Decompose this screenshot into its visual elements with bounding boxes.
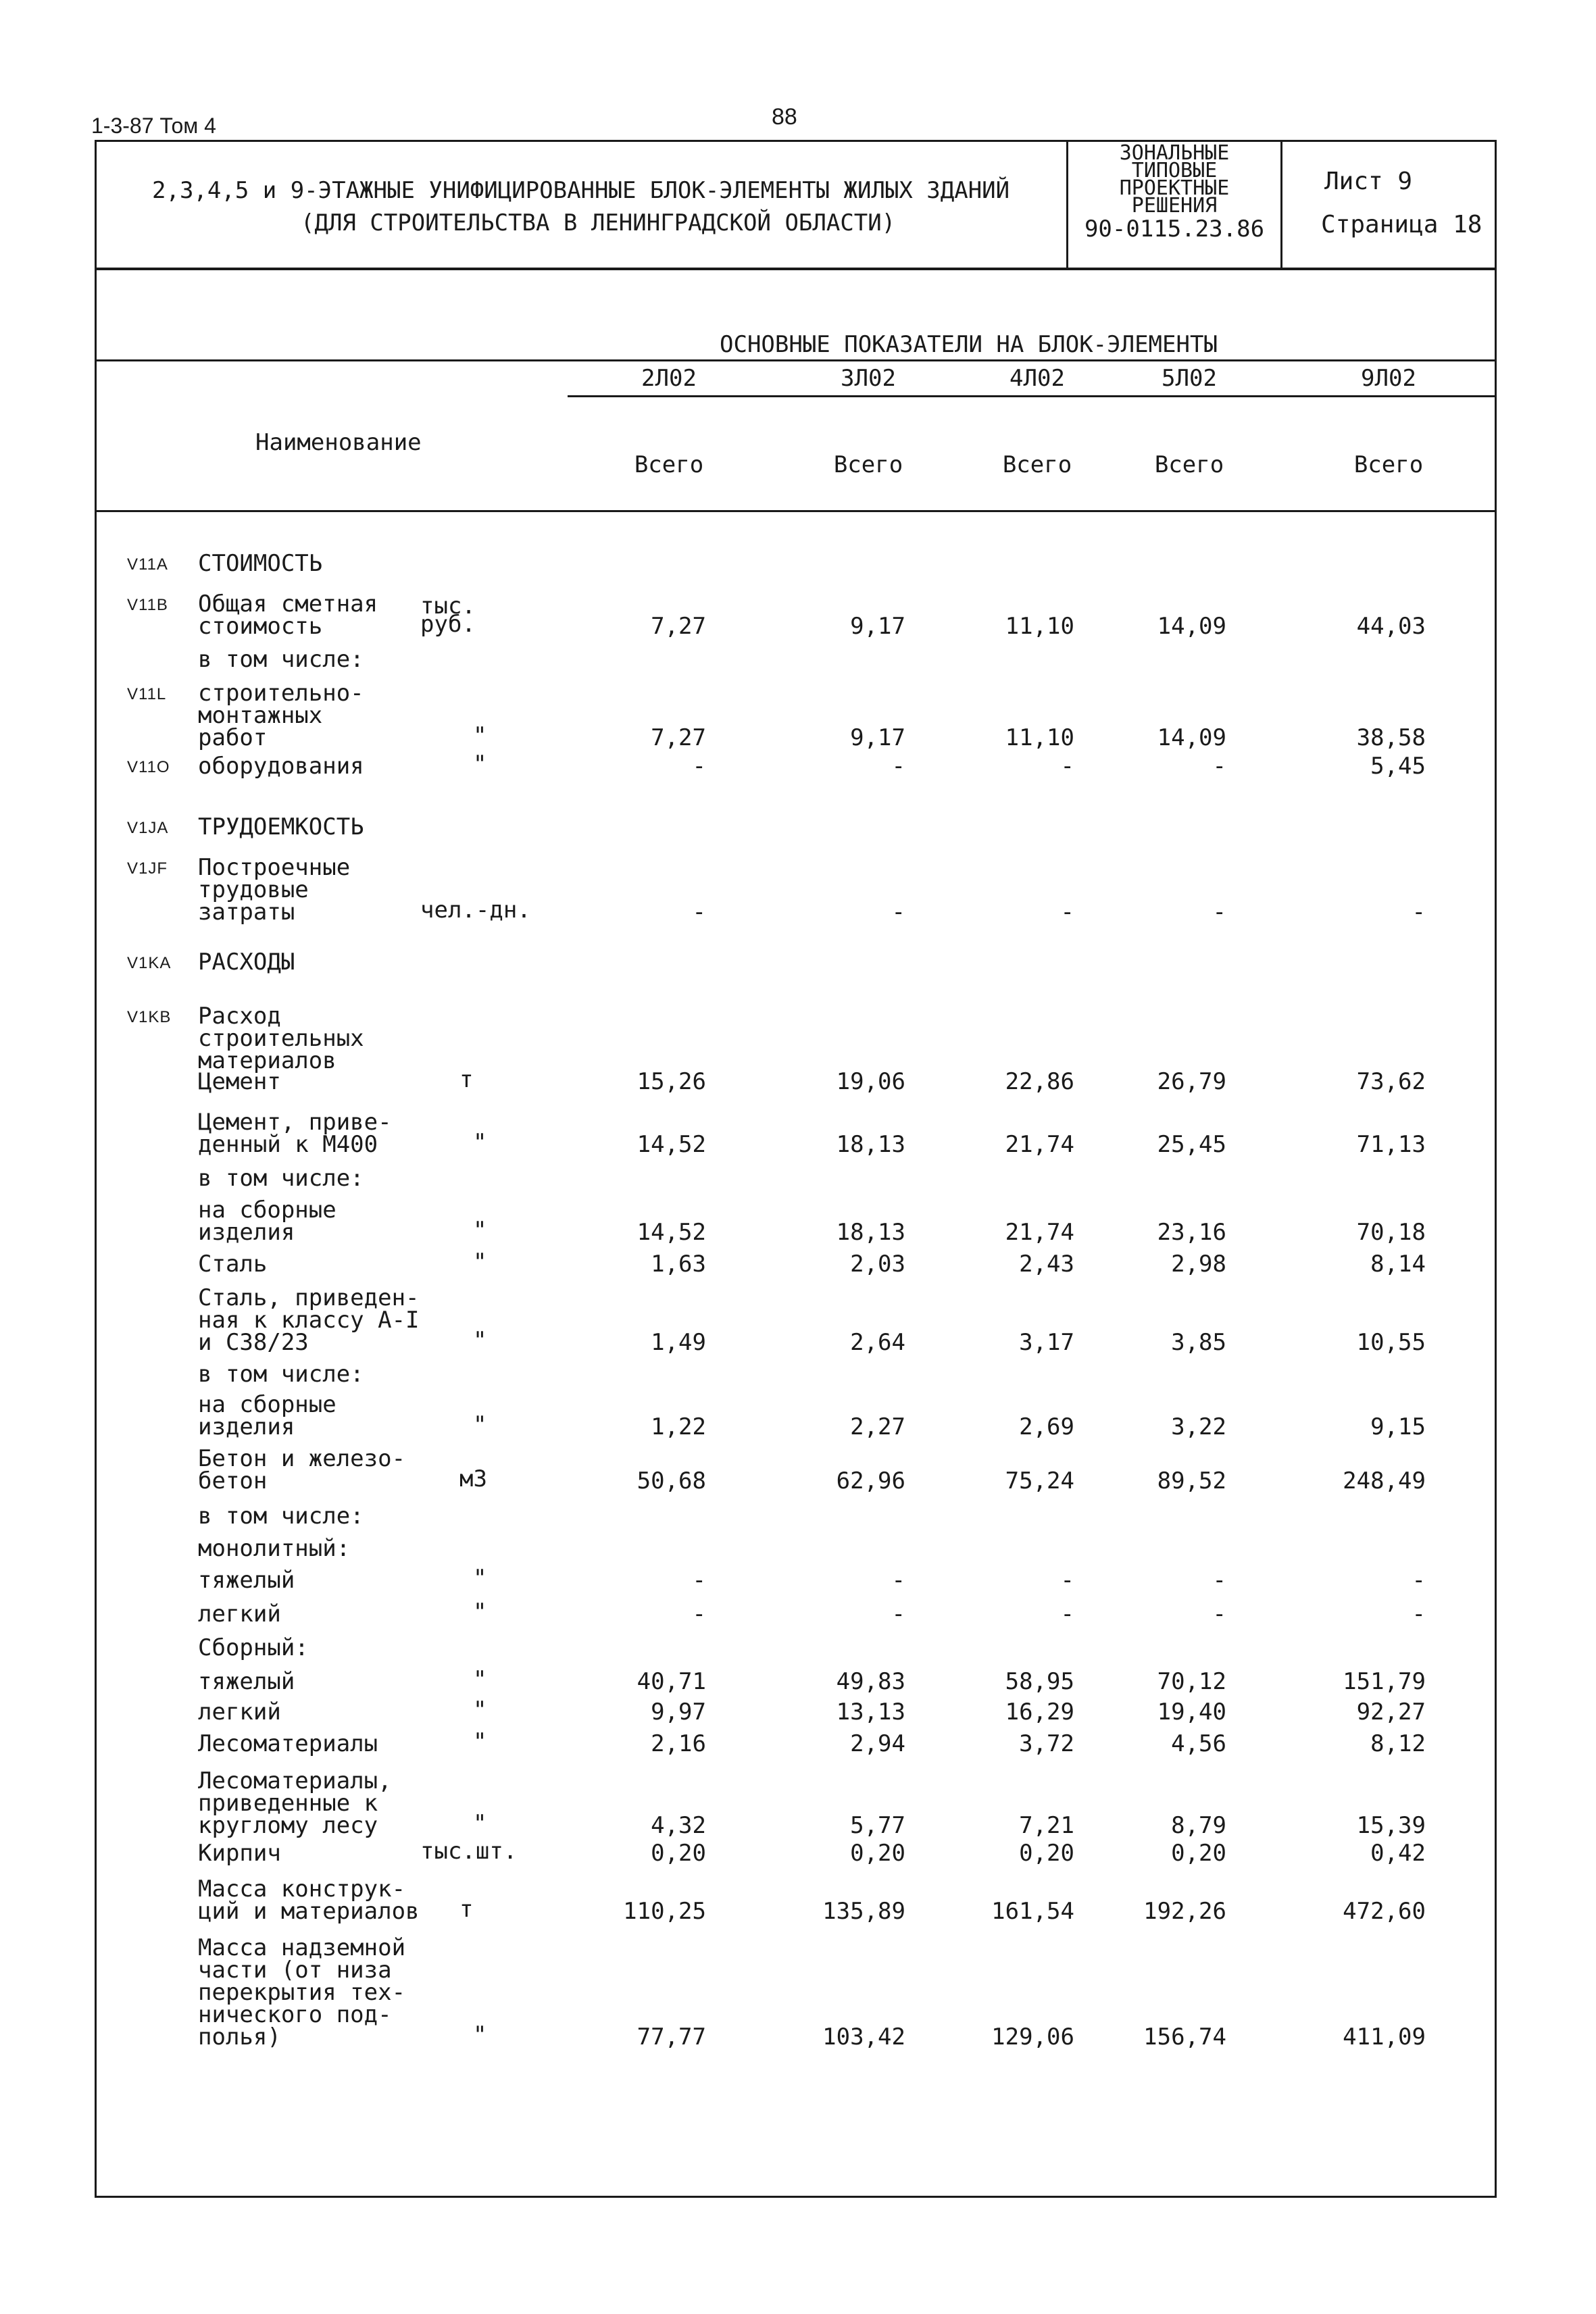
row-value: 19,40 (1157, 1699, 1226, 1726)
row-value: - (1212, 899, 1226, 926)
row-value: 7,21 (1019, 1812, 1074, 1839)
row-name: Масса надземной части (от низа перекрытия тех- нического под- полья) (198, 1934, 406, 2051)
row-value: 2,94 (850, 1730, 905, 1757)
row-value: 38,58 (1356, 724, 1426, 751)
row-value: 0,42 (1370, 1840, 1426, 1867)
row-value: 7,27 (651, 724, 706, 751)
row-name: легкий (198, 1699, 281, 1726)
row-value: 14,52 (637, 1131, 706, 1158)
row-value: 3,85 (1171, 1329, 1226, 1356)
row-unit: т (459, 1896, 474, 1923)
stamp-line: ПРОЕКТНЫЕ (1119, 176, 1230, 200)
row-value: 89,52 (1157, 1467, 1226, 1494)
row-unit: " (473, 1810, 487, 1837)
row-value: 44,03 (1356, 613, 1426, 640)
row-value: - (1060, 1601, 1074, 1628)
row-value: 40,71 (637, 1668, 706, 1695)
row-value: - (1412, 1567, 1426, 1594)
row-value: 192,26 (1143, 1898, 1226, 1925)
row-value: 71,13 (1356, 1131, 1426, 1158)
stamp-line: РЕШЕНИЯ (1131, 194, 1218, 218)
row-unit: м3 (459, 1465, 487, 1492)
row-value: - (1060, 899, 1074, 926)
row-value: 2,03 (850, 1251, 905, 1278)
title-block (95, 140, 1497, 270)
row-unit: " (473, 1129, 487, 1156)
row-value: 22,86 (1005, 1068, 1074, 1095)
row-value: 8,14 (1370, 1251, 1426, 1278)
row-name: в том числе: (198, 1165, 364, 1192)
row-code: V11A (127, 555, 168, 574)
row-value: 2,27 (850, 1413, 905, 1440)
row-value: - (1412, 899, 1426, 926)
row-unit: " (473, 1327, 487, 1354)
title-divider-1 (1066, 140, 1068, 270)
row-value: 1,63 (651, 1251, 706, 1278)
sheet-label: Лист 9 (1324, 168, 1413, 195)
row-value: 0,20 (1019, 1840, 1074, 1867)
row-unit: " (473, 1728, 487, 1755)
column-header: 2Л02 (641, 365, 697, 392)
row-value: 0,20 (850, 1840, 905, 1867)
row-value: - (692, 753, 706, 780)
row-unit: " (473, 1217, 487, 1244)
row-code: V1KA (127, 954, 172, 972)
row-name: Лесоматериалы, приведенные к круглому лесу (198, 1767, 392, 1839)
row-value: - (1060, 1567, 1074, 1594)
row-name: Расход строительных материалов (198, 1003, 364, 1074)
row-value: 156,74 (1143, 2023, 1226, 2051)
row-value: 9,97 (651, 1699, 706, 1726)
row-value: 16,29 (1005, 1699, 1074, 1726)
header-line-columns (568, 395, 1497, 397)
row-value: 9,17 (850, 724, 905, 751)
header-line-top (95, 359, 1497, 361)
row-name: Масса конструк- ций и материалов (198, 1876, 420, 1925)
row-value: 11,10 (1005, 724, 1074, 751)
row-value: - (1412, 1601, 1426, 1628)
row-value: 1,22 (651, 1413, 706, 1440)
row-unit: " (473, 2021, 487, 2048)
row-value: 70,18 (1356, 1219, 1426, 1246)
row-value: - (891, 1601, 905, 1628)
row-value: 18,13 (836, 1219, 905, 1246)
row-value: 4,56 (1171, 1730, 1226, 1757)
row-value: 13,13 (836, 1699, 905, 1726)
row-name: строительно- монтажных работ (198, 680, 364, 751)
row-code: V11L (127, 685, 167, 703)
row-value: 21,74 (1005, 1131, 1074, 1158)
row-value: 2,64 (850, 1329, 905, 1356)
series-label: 1-3-87 Том 4 (91, 114, 216, 138)
row-name: тяжелый (198, 1668, 295, 1695)
row-value: 411,09 (1343, 2023, 1426, 2051)
row-value: 0,20 (651, 1840, 706, 1867)
row-value: - (1212, 1601, 1226, 1628)
row-value: 3,72 (1019, 1730, 1074, 1757)
row-unit: тыс. руб. (420, 593, 476, 638)
row-value: 23,16 (1157, 1219, 1226, 1246)
row-value: 472,60 (1343, 1898, 1426, 1925)
row-value: 58,95 (1005, 1668, 1074, 1695)
row-value: 14,52 (637, 1219, 706, 1246)
row-name: Построечные трудовые затраты (198, 854, 351, 926)
row-code: V11B (127, 596, 168, 614)
row-unit: " (473, 722, 487, 749)
row-unit: т (459, 1066, 474, 1093)
row-name: на сборные изделия (198, 1391, 336, 1440)
row-value: 26,79 (1157, 1068, 1226, 1095)
row-name: легкий (198, 1601, 281, 1628)
row-value: 248,49 (1343, 1467, 1426, 1494)
page-label: Страница 18 (1321, 211, 1482, 238)
row-value: - (1212, 1567, 1226, 1594)
row-unit: " (473, 751, 487, 778)
row-value: 151,79 (1343, 1668, 1426, 1695)
row-name: Общая сметная стоимость (198, 590, 378, 640)
row-value: 3,17 (1019, 1329, 1074, 1356)
row-code: V11O (127, 758, 170, 776)
row-value: 70,12 (1157, 1668, 1226, 1695)
row-unit: " (473, 1666, 487, 1693)
column-subheader: Всего (1154, 451, 1224, 478)
row-unit: тыс.шт. (420, 1838, 518, 1865)
row-name: СТОИМОСТЬ (198, 550, 323, 577)
row-value: 15,39 (1356, 1812, 1426, 1839)
row-value: 25,45 (1157, 1131, 1226, 1158)
row-name: оборудования (198, 753, 364, 780)
row-value: 14,09 (1157, 724, 1226, 751)
row-value: 21,74 (1005, 1219, 1074, 1246)
row-value: 0,20 (1171, 1840, 1226, 1867)
row-value: 10,55 (1356, 1329, 1426, 1356)
row-unit: " (473, 1565, 487, 1592)
name-column-header: Наименование (255, 429, 422, 456)
column-header: 4Л02 (1009, 365, 1065, 392)
header-line-bottom (95, 510, 1497, 512)
row-value: - (891, 1567, 905, 1594)
row-value: 8,79 (1171, 1812, 1226, 1839)
stamp-line: ТИПОВЫЕ (1131, 159, 1218, 182)
group-header: ОСНОВНЫЕ ПОКАЗАТЕЛИ НА БЛОК-ЭЛЕМЕНТЫ (720, 331, 1218, 358)
row-value: 8,12 (1370, 1730, 1426, 1757)
row-value: 62,96 (836, 1467, 905, 1494)
row-name: Сборный: (198, 1634, 309, 1661)
title-divider-2 (1280, 140, 1282, 270)
row-value: 135,89 (822, 1898, 905, 1925)
row-unit: " (473, 1249, 487, 1276)
row-value: - (692, 899, 706, 926)
stamp-code: 90-0115.23.86 (1084, 216, 1265, 243)
row-value: - (692, 1567, 706, 1594)
row-name: монолитный: (198, 1535, 351, 1562)
row-unit: " (473, 1599, 487, 1626)
stamp-line: ЗОНАЛЬНЫЕ (1119, 141, 1230, 165)
row-value: 50,68 (637, 1467, 706, 1494)
row-name: в том числе: (198, 646, 364, 673)
row-value: 15,26 (637, 1068, 706, 1095)
row-value: 2,98 (1171, 1251, 1226, 1278)
row-name: в том числе: (198, 1361, 364, 1388)
row-name: Лесоматериалы (198, 1730, 378, 1757)
row-value: 1,49 (651, 1329, 706, 1356)
row-name: Сталь, приведен- ная к классу А-I и С38/23 (198, 1284, 420, 1356)
row-value: 7,27 (651, 613, 706, 640)
row-value: - (891, 899, 905, 926)
row-name: тяжелый (198, 1567, 295, 1594)
row-value: 73,62 (1356, 1068, 1426, 1095)
row-value: 92,27 (1356, 1699, 1426, 1726)
column-subheader: Всего (1353, 451, 1424, 478)
row-value: 49,83 (836, 1668, 905, 1695)
row-value: 2,16 (651, 1730, 706, 1757)
row-unit: " (473, 1411, 487, 1438)
row-unit: " (473, 1696, 487, 1724)
row-name: РАСХОДЫ (198, 949, 295, 976)
row-value: 129,06 (991, 2023, 1074, 2051)
row-value: - (1212, 753, 1226, 780)
document-title-line1: 2,3,4,5 и 9-ЭТАЖНЫЕ УНИФИЦИРОВАННЫЕ БЛОК-ЭЛЕМЕНТЫ ЖИЛЫХ ЗДАНИЙ (152, 177, 1010, 204)
row-code: V1KB (127, 1008, 172, 1026)
row-value: 5,45 (1370, 753, 1426, 780)
row-value: 110,25 (623, 1898, 706, 1925)
row-value: - (891, 753, 905, 780)
row-code: V1JA (127, 819, 169, 837)
column-header: 9Л02 (1361, 365, 1416, 392)
row-value: 3,22 (1171, 1413, 1226, 1440)
row-value: 14,09 (1157, 613, 1226, 640)
column-subheader: Всего (833, 451, 903, 478)
row-name: Цемент, приве- денный к М400 (198, 1109, 392, 1158)
row-name: Цемент (198, 1068, 281, 1095)
row-value: 9,17 (850, 613, 905, 640)
row-value: 9,15 (1370, 1413, 1426, 1440)
row-unit: чел.-дн. (420, 897, 531, 924)
row-value: 11,10 (1005, 613, 1074, 640)
column-header: 3Л02 (841, 365, 896, 392)
row-value: 5,77 (850, 1812, 905, 1839)
row-name: Сталь (198, 1251, 268, 1278)
row-value: 4,32 (651, 1812, 706, 1839)
row-value: - (692, 1601, 706, 1628)
row-value: 103,42 (822, 2023, 905, 2051)
row-name: ТРУДОЕМКОСТЬ (198, 813, 364, 840)
row-name: Бетон и железо- бетон (198, 1445, 406, 1494)
row-value: 161,54 (991, 1898, 1074, 1925)
row-value: 75,24 (1005, 1467, 1074, 1494)
row-value: 77,77 (637, 2023, 706, 2051)
column-subheader: Всего (1002, 451, 1072, 478)
page-number: 88 (772, 104, 797, 130)
column-header: 5Л02 (1162, 365, 1217, 392)
row-value: 19,06 (836, 1068, 905, 1095)
row-name: в том числе: (198, 1503, 364, 1530)
document-title-line2: (ДЛЯ СТРОИТЕЛЬСТВА В ЛЕНИНГРАДСКОЙ ОБЛАСТИ) (301, 209, 896, 236)
row-value: 2,69 (1019, 1413, 1074, 1440)
row-name: Кирпич (198, 1840, 281, 1867)
stamp (1069, 141, 1280, 243)
row-value: - (1060, 753, 1074, 780)
row-value: 18,13 (836, 1131, 905, 1158)
column-subheader: Всего (634, 451, 704, 478)
row-code: V1JF (127, 859, 168, 878)
row-name: на сборные изделия (198, 1197, 336, 1246)
row-value: 2,43 (1019, 1251, 1074, 1278)
